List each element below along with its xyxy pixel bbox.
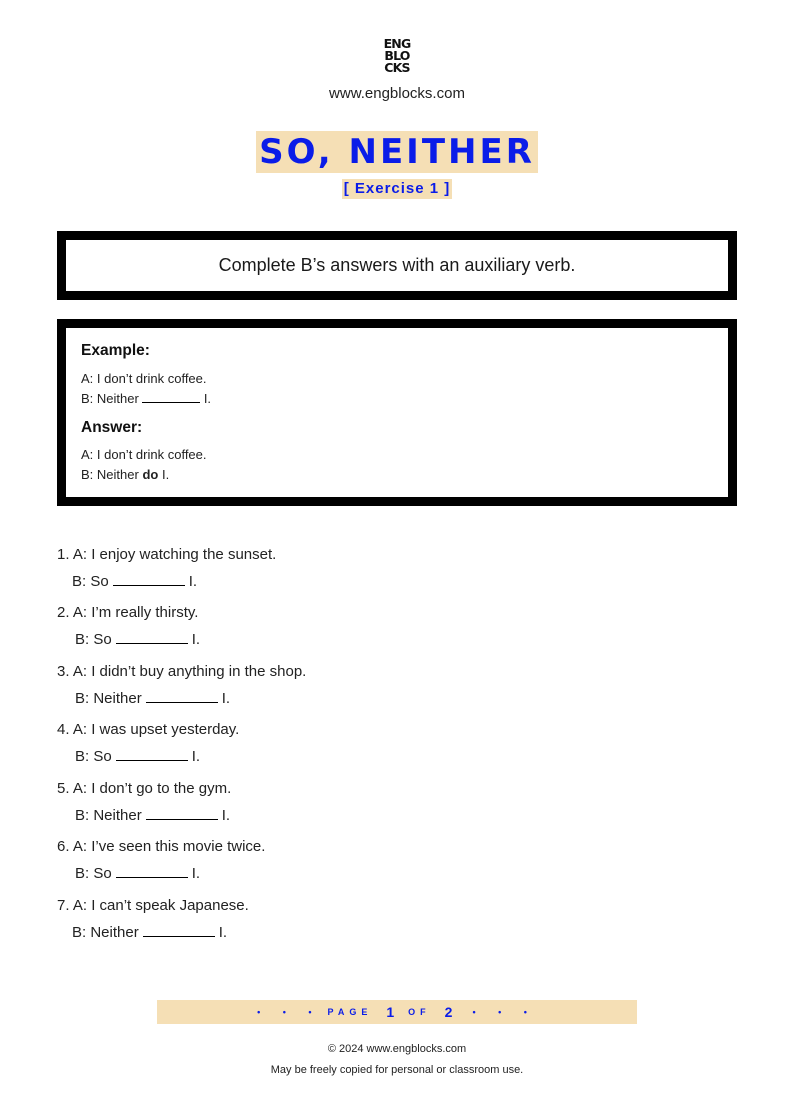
answer-blank[interactable]	[116, 865, 188, 878]
question-6-a: 6. A: I’ve seen this movie twice.	[57, 838, 266, 855]
of-label: OF	[408, 1007, 431, 1017]
dots-left: • • •	[257, 1007, 322, 1017]
answer-blank[interactable]	[146, 690, 218, 703]
b-prefix: B: So	[75, 631, 112, 648]
b-prefix: B: So	[75, 748, 112, 765]
question-3-b	[75, 690, 230, 708]
dots-right: • • •	[472, 1007, 537, 1017]
total-pages: 2	[444, 1004, 453, 1020]
question-5-b	[75, 807, 230, 825]
site-url: www.engblocks.com	[329, 85, 465, 102]
page-title: SO, NEITHER	[256, 131, 538, 173]
current-page: 1	[386, 1004, 395, 1020]
answer-blank	[142, 392, 200, 403]
question-3-a: 3. A: I didn’t buy anything in the shop.	[57, 663, 307, 680]
b-suffix: I.	[191, 865, 201, 882]
b-suffix: I.	[221, 807, 231, 824]
b-suffix: I.	[191, 748, 201, 765]
question-1-a: 1. A: I enjoy watching the sunset.	[57, 546, 277, 563]
question-4-b	[75, 748, 200, 766]
b-suffix: I.	[218, 924, 228, 941]
question-4-a: 4. A: I was upset yesterday.	[57, 721, 240, 738]
question-2-a: 2. A: I’m really thirsty.	[57, 604, 199, 621]
question-7-a: 7. A: I can’t speak Japanese.	[57, 897, 249, 914]
answer-blank[interactable]	[143, 924, 215, 937]
page-label: PAGE	[327, 1007, 373, 1017]
b-suffix: I.	[188, 573, 198, 590]
copyright: © 2024 www.engblocks.com	[327, 1043, 467, 1055]
question-6-b	[75, 865, 200, 883]
logo-line: BLO	[384, 48, 410, 63]
answer-blank[interactable]	[146, 807, 218, 820]
answer-heading: Answer:	[81, 419, 143, 436]
exercise-label: [ Exercise 1 ]	[343, 180, 451, 197]
question-7-b	[72, 924, 227, 942]
answer-line-a: A: I don’t drink coffee.	[81, 447, 207, 462]
logo-line: ENG	[383, 36, 411, 51]
answer-b-prefix: B: Neither	[81, 467, 139, 482]
b-suffix: I.	[221, 690, 231, 707]
example-b-suffix: I.	[203, 391, 212, 406]
example-line-b	[81, 391, 211, 406]
question-2-b	[75, 631, 200, 649]
answer-blank[interactable]	[116, 631, 188, 644]
answer-line-b	[81, 467, 169, 482]
answer-blank[interactable]	[113, 573, 185, 586]
b-prefix: B: Neither	[75, 690, 142, 707]
instruction-text: Complete B’s answers with an auxiliary verb.	[218, 255, 576, 275]
example-b-prefix: B: Neither	[81, 391, 139, 406]
b-prefix: B: So	[75, 865, 112, 882]
question-5-a: 5. A: I don’t go to the gym.	[57, 780, 232, 797]
engblocks-logo	[0, 38, 794, 74]
license-note: May be freely copied for personal or classroom use.	[270, 1064, 524, 1076]
page-indicator	[157, 1000, 637, 1024]
logo-line: CKS	[384, 60, 410, 75]
example-line-a: A: I don’t drink coffee.	[81, 371, 207, 386]
example-heading: Example:	[81, 342, 150, 359]
b-prefix: B: Neither	[72, 924, 139, 941]
b-prefix: B: Neither	[75, 807, 142, 824]
answer-b-suffix: I.	[161, 467, 170, 482]
question-1-b	[72, 573, 197, 591]
b-suffix: I.	[191, 631, 201, 648]
instruction-box	[57, 231, 737, 300]
b-prefix: B: So	[72, 573, 109, 590]
example-box	[57, 319, 737, 506]
answer-blank[interactable]	[116, 748, 188, 761]
answer-b-bold: do	[142, 467, 159, 482]
